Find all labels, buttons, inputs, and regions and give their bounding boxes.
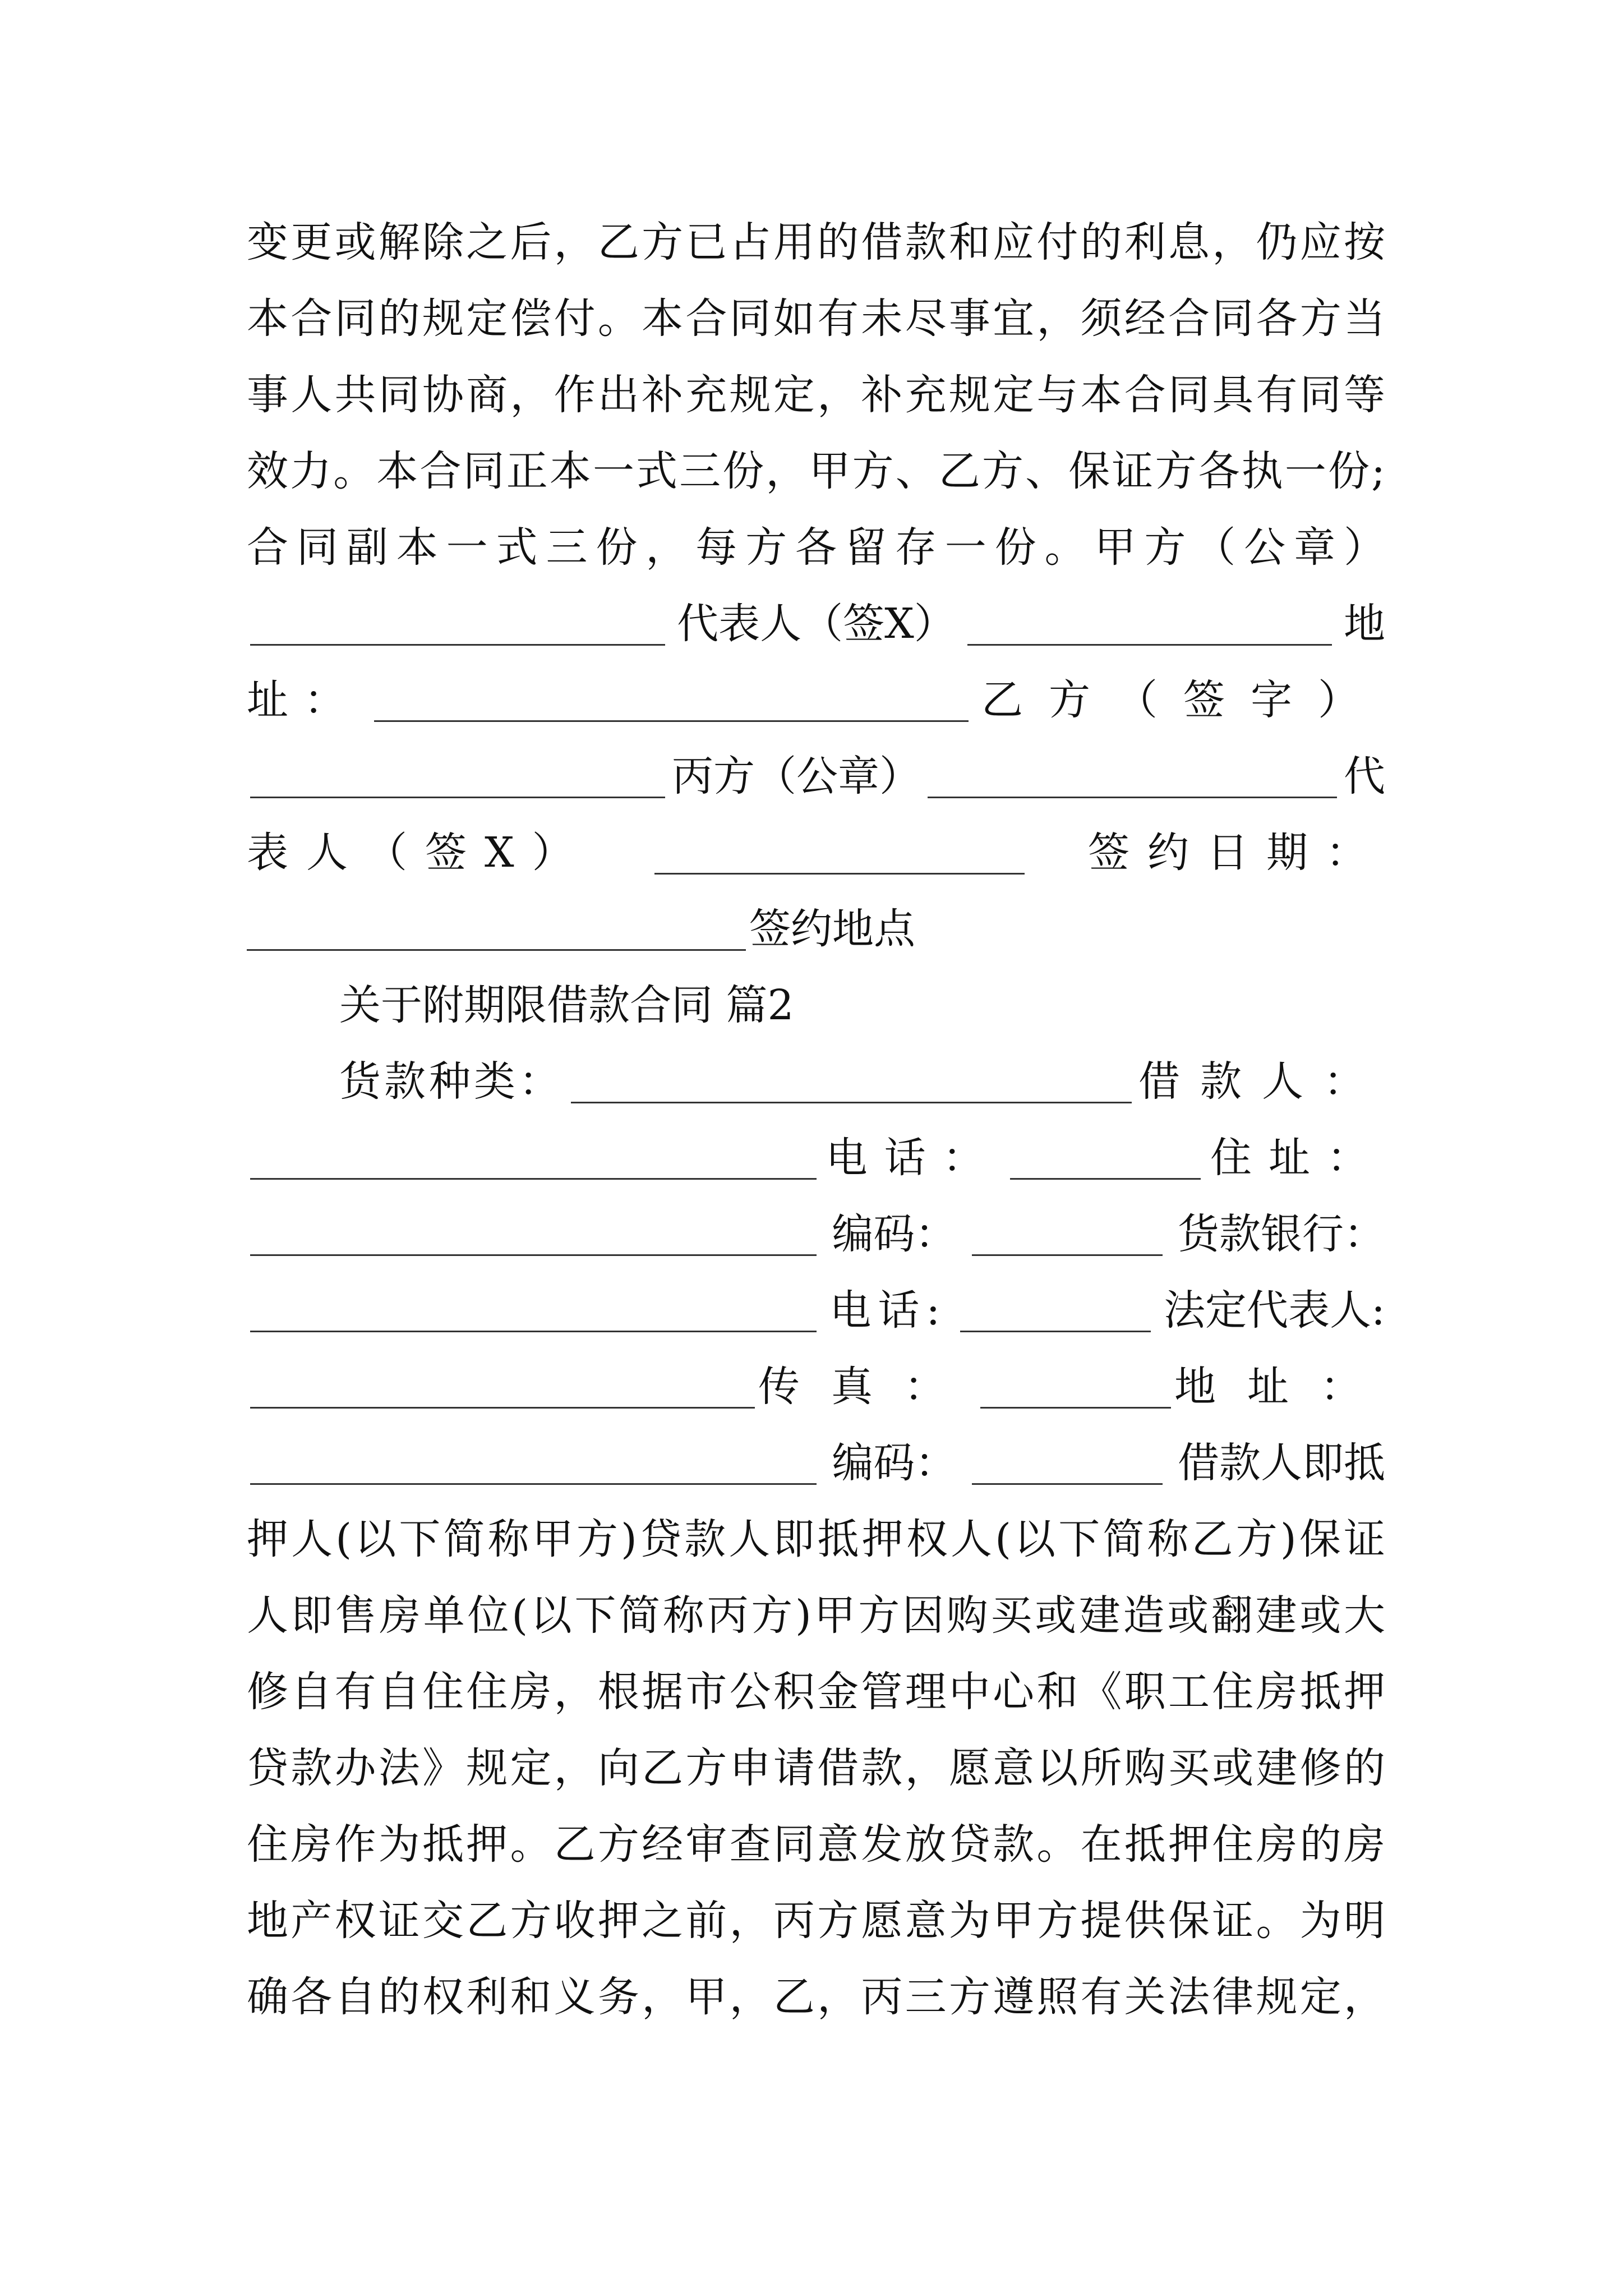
form-row-4 — [247, 1280, 1385, 1341]
paragraph-line-4: 效力。本合同正本一式三份，甲方、乙方、保证方各执一份; — [247, 447, 1385, 495]
representative-2-label-part1: 代 — [1344, 752, 1385, 800]
body-line-7: 确各自的权利和义务，甲，乙，丙三方遵照有关法律规定， — [247, 1973, 1385, 2021]
blank-address[interactable] — [374, 681, 969, 722]
form-row-6 — [247, 1432, 1385, 1494]
fax-field[interactable] — [980, 1368, 1171, 1409]
postcode-2-field[interactable] — [972, 1444, 1163, 1485]
party-c-label: 丙方（公章） — [672, 752, 921, 800]
lender-bank-label: 货款银行： — [1177, 1210, 1385, 1258]
sign-place-label: 签约地点 — [749, 905, 915, 953]
paragraph-line-3: 事人共同协商，作出补充规定，补充规定与本合同具有同等 — [247, 371, 1385, 419]
address-2-label: 住址： — [1210, 1134, 1385, 1182]
loan-type-label: 货款种类： — [339, 1057, 564, 1106]
paragraph-line-1: 变更或解除之后，乙方已占用的借款和应付的利息，仍应按 — [247, 218, 1385, 266]
paragraph-line-2: 本合同的规定偿付。本合同如有未尽事宜，须经合同各方当 — [247, 295, 1385, 343]
representative-2-label-part2: 表人（签X） — [247, 829, 592, 877]
blank-sign-date[interactable] — [247, 910, 746, 951]
blank-party-b-sign[interactable] — [250, 757, 665, 798]
address-2-field[interactable] — [250, 1215, 817, 1256]
phone-1-label: 电话： — [826, 1134, 1001, 1182]
legal-rep-label: 法定代表人: — [1164, 1286, 1385, 1335]
phone-2-label: 电话: — [829, 1286, 947, 1335]
signature-row-3 — [247, 746, 1385, 807]
signature-row-1 — [247, 593, 1385, 655]
legal-rep-field[interactable] — [250, 1368, 755, 1409]
paragraph-line-5: 合同副本一式三份，每方各留存一份。甲方（公章） — [247, 523, 1385, 572]
blank-representative-2[interactable] — [654, 834, 1025, 875]
blank-representative[interactable] — [967, 605, 1332, 646]
borrower-label: 借款人： — [1138, 1057, 1385, 1106]
body-line-6: 地产权证交乙方收押之前，丙方愿意为甲方提供保证。为明 — [247, 1897, 1385, 1945]
form-row-2 — [247, 1127, 1385, 1189]
postcode-1-label: 编码： — [832, 1210, 957, 1258]
lender-bank-field[interactable] — [250, 1291, 817, 1332]
address-label-part1: 地 — [1343, 600, 1385, 648]
body-line-3: 修自有自住住房，根据市公积金管理中心和《职工住房抵押 — [247, 1668, 1385, 1716]
fax-label: 传真： — [758, 1363, 977, 1411]
blank-party-a-seal[interactable] — [250, 605, 665, 646]
blank-party-c-seal[interactable] — [928, 757, 1337, 798]
signature-row-5 — [247, 898, 1385, 960]
sign-date-label: 签约日期： — [1088, 829, 1385, 877]
borrower-intro-text: 借款人即抵 — [1177, 1439, 1385, 1487]
postcode-1-field[interactable] — [972, 1215, 1163, 1256]
address-3-label: 地址： — [1174, 1363, 1393, 1411]
phone-2-field[interactable] — [960, 1291, 1151, 1332]
loan-type-field[interactable] — [571, 1062, 1132, 1103]
form-row-3 — [247, 1203, 1385, 1265]
body-line-5: 住房作为抵押。乙方经审查同意发放贷款。在抵押住房的房 — [247, 1820, 1385, 1869]
postcode-2-label: 编码： — [832, 1439, 957, 1487]
form-row-5 — [247, 1356, 1393, 1418]
body-line-2: 人即售房单位(以下简称丙方)甲方因购买或建造或翻建或大 — [247, 1591, 1385, 1640]
address-label-part2: 址： — [247, 676, 361, 724]
signature-row-2 — [247, 669, 1385, 731]
signature-row-4 — [247, 822, 1385, 884]
address-3-field[interactable] — [250, 1444, 817, 1485]
section-title: 关于附期限借款合同 篇2 — [339, 981, 794, 1029]
party-b-label: 乙方（签字） — [981, 676, 1385, 724]
representative-label: 代表人（签X） — [677, 600, 956, 648]
phone-1-field[interactable] — [1010, 1139, 1201, 1180]
form-row-1 — [339, 1051, 1385, 1112]
body-line-4: 贷款办法》规定，向乙方申请借款，愿意以所购买或建修的 — [247, 1744, 1385, 1792]
borrower-field[interactable] — [250, 1139, 817, 1180]
body-line-1: 押人(以下简称甲方)贷款人即抵押权人(以下简称乙方)保证 — [247, 1515, 1385, 1563]
